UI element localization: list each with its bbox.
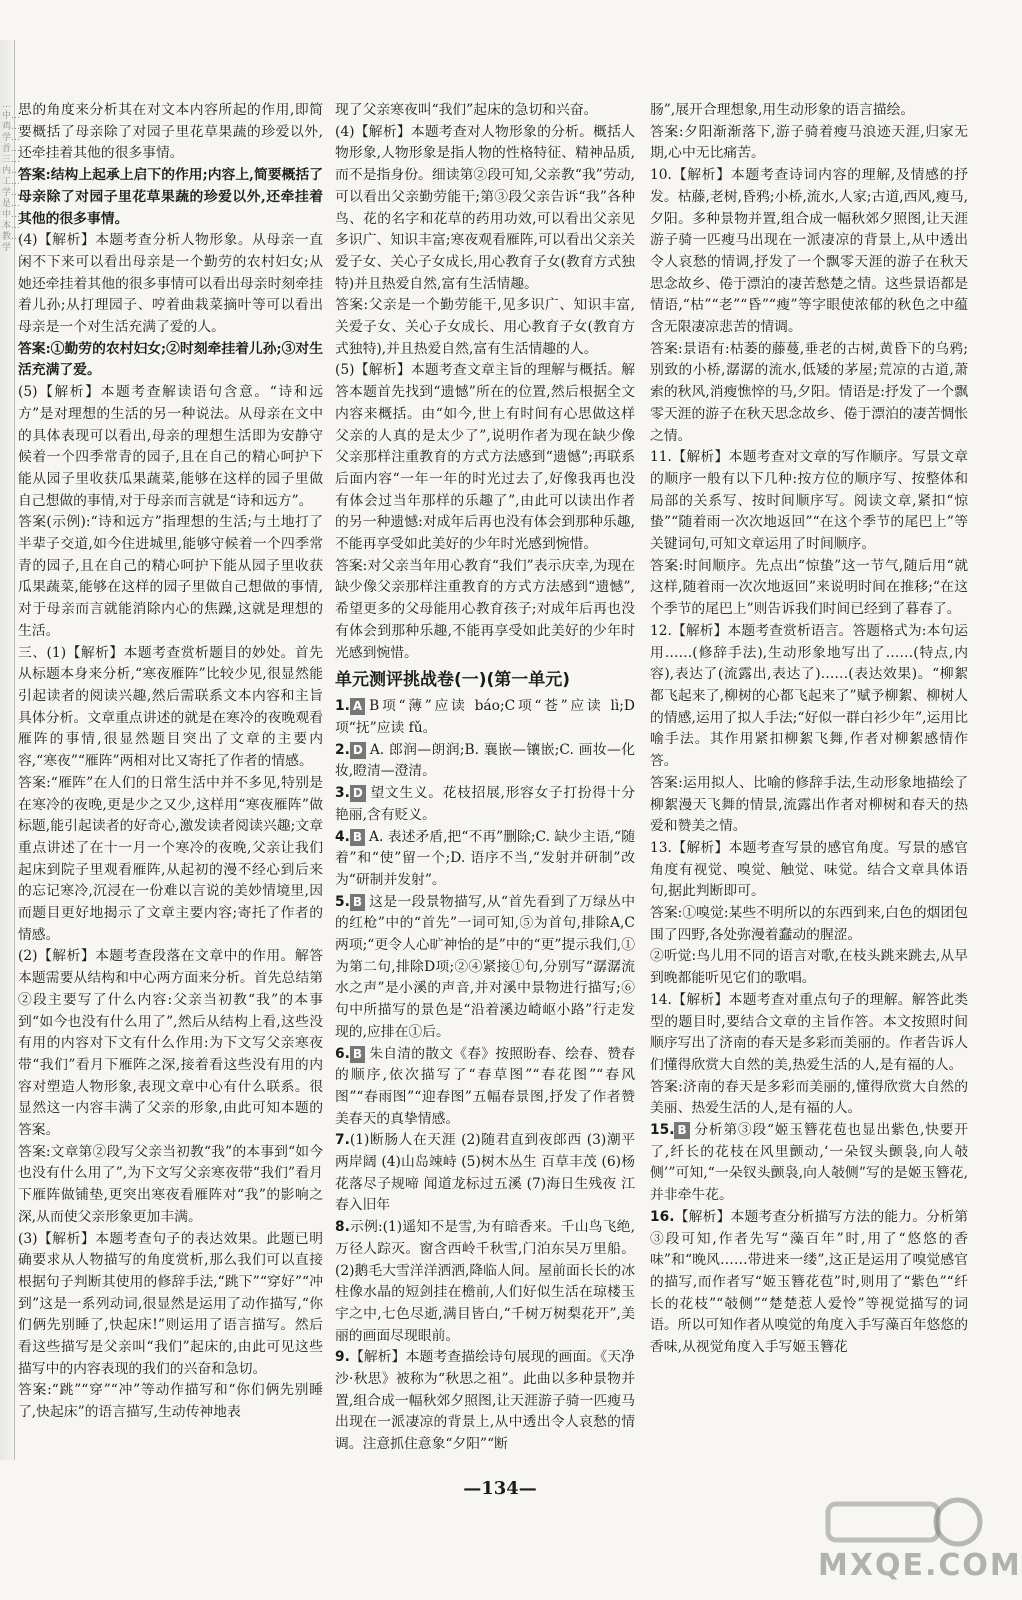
question-item (335, 783, 635, 826)
paragraph: 14.【解析】本题考查对重点句子的理解。解答此类型的题目时,要结合文章的主旨作答。本文按照时间顺序写出了济南的春天是多彩而美丽的。作者告诉人们懂得欣赏大自然的美,热爱生活的人,是有福的人。 (650, 991, 968, 1073)
question-number: 4. (335, 828, 350, 845)
answer-paragraph: ②听觉:鸟儿用不同的语言对歌,在枝头跳来跳去,从早到晚都能听见它们的歌唱。 (650, 948, 968, 987)
question-number: 8. (335, 1219, 350, 1236)
column-3 (650, 100, 968, 1460)
question-item (335, 1130, 635, 1217)
watermark-logo-icon (818, 1490, 986, 1550)
paragraph: (5)【解析】本题考查文章主旨的理解与概括。解答本题首先找到“遗憾”所在的位置,然后根据全文内容来概括。由“如今,世上有时间有心思做这样父亲的人真的是太少了”,说明作者为现在缺少像父亲那样注重教育的方式方法感到“遗憾”;再联系后面内容“一年一年的时光过去了,好像我再也没有体会过当年那样的乐趣了”,由此可以读出作者的另一种遗憾:对成年后再也没有体会到那种乐趣,不能再享受如此美好的少年时光感到惋惜。 (335, 362, 635, 553)
column-2 (335, 100, 635, 1460)
question-text: A. 郎润—朗润;B. 襄嵌—镶嵌;C. 画妆—化妆,瞪清—澄清。 (335, 741, 635, 780)
answer-paragraph: 答案:结构上起承上启下的作用;内容上,简要概括了母亲除了对园子里花草果蔬的珍爱以外,还牵挂着其他的很多事情。 (18, 167, 323, 227)
question-text: B项“薄”应读 báo;C项“苍”应读 lì;D项“抚”应读 fǔ。 (335, 698, 635, 736)
answer-paragraph: 答案:夕阳渐渐落下,游子骑着瘦马浪迹天涯,归家无期,心中无比痛苦。 (650, 123, 968, 162)
paragraph: 思的角度来分析其在对文本内容所起的作用,即简要概括了母亲除了对园子里花草果蔬的珍爱以外,还牵挂着其他的很多事情。 (18, 102, 323, 162)
answer-paragraph: 答案:①勤劳的农村妇女;②时刻牵挂着儿孙;③对生活充满了爱。 (18, 340, 324, 379)
paragraph: (4)【解析】本题考查对人物形象的分析。概括人物形象,人物形象是指人物的性格特征、精神品质,而不是指身份。细读第②段可知,父亲教“我”劳动,可以看出父亲勤劳能干;第③段父亲告诉“我”各种鸟、花的名字和花草的药用功效,可以看出父亲见多识广、知识丰富;寒夜观看雁阵,可以看出父亲关爱子女、关心子女成长,用心教育子女(教育方式独特)并且热爱自然,富有生活情趣。 (335, 123, 635, 292)
question-text: (1)断肠人在天涯 (2)随君直到夜郎西 (3)潮平两岸阔 (4)山岛竦峙 (5)树木丛生 百草丰茂 (6)杨花落尽子规啼 闻道龙标过五溪 (7)海日生残夜 江春入旧年 (335, 1132, 635, 1214)
answer-choice-box: B (350, 829, 365, 846)
answer-paragraph: 答案:“雁阵”在人们的日常生活中并不多见,特别是在寒冷的夜晚,更是少之又少,这样用“寒夜雁阵”做标题,能引起读者的好奇心,激发读者阅读兴趣;文章重点讲述了在十一月一个寒冷的夜晚,父亲让我们起床到院子里观看雁阵,从起初的漫不经心到后来的忘记寒冷,沉浸在一份难以言说的美妙情境里,因而题目更好地揭示了文章主要内容;寄托了作者的情感。 (18, 774, 323, 943)
question-text: 朱自清的散文《春》按照盼春、绘春、赞春的顺序,依次描写了“春草图”“春花图”“春风图”“春雨图”“迎春图”五幅春景图,抒发了作者赞美春天的真挚情感。 (335, 1045, 635, 1127)
answer-choice-box: B (350, 1046, 365, 1063)
answer-choice-box: D (350, 742, 366, 759)
answer-choice-box: B (350, 894, 365, 911)
question-item (650, 1207, 968, 1359)
answer-paragraph: 答案(示例):“诗和远方”指理想的生活;与土地打了半辈子交道,如今住进城里,能够守候着一个四季常青的园子,且在自己的精心呵护下能从园子里收获瓜果蔬菜,能够在这样的园子里做自己想做的事情,对于母亲而言就能消除内心的焦躁,这就是理想的生活。 (18, 514, 323, 639)
answer-paragraph: 答案:景语有:枯萎的藤蔓,垂老的古树,黄昏下的乌鸦;别致的小桥,潺潺的流水,低矮的茅屋;荒凉的古道,萧索的秋风,消瘦憔悴的马,夕阳。情语是:抒发了一个飘零天涯的游子在秋天思念故乡、倦于漂泊的凄苦惆怅之情。 (650, 340, 968, 444)
question-text: 分析第③段“姬玉簪花苞也显出紫色,快要开了,纤长的花枝在风里颤动,‘一朵钗头颤袅,向人攲侧’”可知,“一朵钗头颤袅,向人攲侧”写的是姬玉簪花,并非牵牛花。 (650, 1122, 968, 1204)
question-item (335, 892, 635, 1044)
question-text: 【解析】本题考查分析描写方法的能力。分析第③段可知,作者先写“藻百年”时,用了“悠悠的香味”和“晚风……带进来一缕”,这正是运用了嗅觉感官的描写,而作者写“姬玉簪花苞”时,则用了“紫色”“纤长的花枝”“攲侧”“楚楚惹人爱怜”等视觉描写的词语。所以可知作者从嗅觉的角度入手写藻百年悠悠的香味,从视觉角度入手写姬玉簪花 (650, 1208, 968, 1356)
unit-title: 单元测评挑战卷(一)(第一单元) (335, 670, 571, 691)
answer-paragraph: 答案:文章第②段写父亲当初教“我”的本事到“如今也没有什么用了”,为下文写父亲寒夜带“我们”看月下雁阵做铺垫,更突出寒夜看雁阵对“我”的影响之深,从而使父亲形象更加丰满。 (18, 1143, 323, 1225)
paragraph: 12.【解析】本题考查赏析语言。答题格式为:本句运用……(修辞手法),生动形象地写出了……(特点,内容),表达了(流露出,表达了)……(表达效果)。“柳絮都飞起来了,柳树的心都飞起来了”赋予柳絮、柳树人的情感,运用了拟人手法;“好似一群白衫少年”,运用比喻手法。其作用紧扣柳絮飞舞,作者对柳絮感情作答。 (650, 622, 968, 770)
question-number: 2. (335, 741, 350, 758)
answer-choice-box: B (674, 1122, 689, 1139)
question-text: 望文生义。花枝招展,形容女子打扮得十分艳丽,含有贬义。 (335, 785, 635, 823)
paragraph: (2)【解析】本题考查段落在文章中的作用。解答本题需要从结构和中心两方面来分析。首先总结第②段主要写了什么内容:父亲当初教“我”的本事到“如今也没有什么用了”,然后从结构上看,这些没有用的内容对下文有什么作用:为下文写父亲寒夜带“我们”看月下雁阵之深,接着看这些没有用的内容对塑造人物形象,表现文章中心有什么联系。很显然这一内容丰满了父亲的形象,由此可知本题的答案。 (18, 948, 323, 1139)
question-number: 9. (335, 1349, 350, 1366)
answer-paragraph: 答案:运用拟人、比喻的修辞手法,生动形象地描绘了柳絮漫天飞舞的情景,流露出作者对柳树和春天的热爱和赞美之情。 (650, 774, 968, 835)
paragraph: (3)【解析】本题考查句子的表达效果。此题已明确要求从人物描写的角度赏析,那么我们可以直接根据句子判断其使用的修辞手法,“跳下”“穿好”“冲到”这是一系列动词,很显然是运用了动作描写,“你们俩先别睡了,快起床!”则运用了语言描写。然后看这些描写是父亲叫“我们”起床的,由此可见这些描写中的内容表现的我们的兴奋和急切。 (18, 1230, 323, 1377)
question-text: A. 表述矛盾,把“不再”删除;C. 缺少主语,“随着”和“使”留一个;D. 语序不当,“发射并研制”改为“研制并发射”。 (335, 828, 635, 888)
question-text: 这是一段景物描写,从“首先看到了万绿丛中的红枪”中的“首先”一词可知,⑤为首句,排除A,C两项;“更令人心旷神怡的是”中的“更”提示我们,①为第二句,排除D项;②④紧接①句,分别写“潺潺流水之声”是小溪的声音,并对溪中景物进行描写;⑥句中所描写的景色是“沿着溪边崎岖小路”行走发现的,应排在①后。 (335, 893, 635, 1040)
binding-strip (0, 40, 21, 1460)
question-text: 示例:(1)遥知不是雪,为有暗香来。千山鸟飞绝,万径人踪灭。窗含西岭千秋雪,门泊东吴万里船。(2)鹅毛大雪洋洋洒洒,降临人间。屋前面长长的冰柱像水晶的短剑挂在檐前,人们好似生活在琼楼玉宇之中,七色尽逝,满目皆白,“千树万树梨花开”,美丽的画面尽现眼前。 (335, 1219, 635, 1344)
answer-choice-box: D (350, 785, 366, 802)
paragraph: 13.【解析】本题考查写景的感官角度。写景的感官角度有视觉、嗅觉、触觉、味觉。结合文章具体语句,据此判断即可。 (650, 839, 968, 900)
question-number: 3. (335, 785, 350, 802)
binding-text: …中…鸡…学…首…三…内…工…学…是…中…本…教…学 (2, 100, 21, 253)
paragraph: 三、(1)【解析】本题考查赏析题目的妙处。首先从标题本身来分析,“寒夜雁阵”比较少见,很显然能引起读者的阅读兴趣,然后需联系文本内容和主旨具体分析。文章重点讲述的就是在寒冷的夜晚观看雁阵的事情,很显然题目突出了文章的主要内容,“寒夜”“雁阵”两相对比又寄托了作者的情感。 (18, 644, 323, 770)
paragraph: (5)【解析】本题考查解读语句含意。“诗和远方”是对理想的生活的另一种说法。从母亲在文中的具体表现可以看出,母亲的理想生活即为安静守候着一个四季常青的园子,且在自己的精心呵护下能从园子里收获瓜果蔬菜,能够在这样的园子里做自己想做的事情,对于母亲而言就是“诗和远方”。 (18, 384, 323, 509)
question-item (335, 1217, 635, 1347)
question-number: 1. (335, 698, 350, 715)
paragraph: 11.【解析】本题考查对文章的写作顺序。写景文章的顺序一般有以下几种:按方位的顺序写、按整体和局部的关系写、按时间顺序写。阅读文章,紧扣“惊蛰”“随着雨一次次地返回”“在这个季节的尾巴上”等关键词句,可知文章运用了时间顺序。 (650, 449, 968, 553)
question-text: 【解析】本题考查描绘诗句展现的画面。《天净沙·秋思》被称为“秋思之祖”。此曲以多种景物并置,组合成一幅秋郊夕照图,让天涯游子骑一匹瘦马出现在一派凄凉的背景上,从中透出令人哀愁的情调。注意抓住意象“夕阳”“断 (335, 1349, 635, 1453)
question-list (650, 1120, 968, 1359)
answer-paragraph: 答案:对父亲当年用心教育“我们”表示庆幸,为现在缺少像父亲那样注重教育的方式方法感到“遗憾”,希望更多的父母能用心教育孩子;对成年后再也没有体会到那种乐趣,不能再享受如此美好的少年时光感到惋惜。 (335, 557, 635, 661)
question-number: 16. (650, 1208, 675, 1225)
watermark-text: MXQE.COM (818, 1548, 1022, 1583)
question-number: 6. (335, 1045, 350, 1062)
answer-paragraph: 答案:父亲是一个勤劳能干,见多识广、知识丰富,关爱子女、关心子女成长、用心教育子女(教育方式独特),并且热爱自然,富有生活情趣的人。 (335, 297, 635, 357)
answer-paragraph: 答案:“跳”“穿”“冲”等动作描写和“你们俩先别睡了,快起床”的语言描写,生动传神地表 (18, 1382, 323, 1421)
question-item (335, 740, 635, 783)
answer-paragraph: 答案:①嗅觉:某些不明所以的东西到来,白色的烟团包围了四野,各处弥漫着蠢动的腥涩。 (650, 905, 968, 943)
question-number: 7. (335, 1132, 350, 1149)
question-item (335, 827, 635, 892)
answer-paragraph: 答案:时间顺序。先点出“惊蛰”这一节气,随后用“就这样,随着雨一次次地返回”来说明时间在推移;“在这个季节的尾巴上”则告诉我们时间已经到了暮春了。 (650, 557, 968, 618)
column-1 (18, 100, 323, 1460)
page-number: —134— (463, 1478, 537, 1499)
answer-choice-box: A (350, 698, 365, 715)
question-item (335, 1347, 635, 1456)
question-item (335, 1044, 635, 1131)
paragraph: 10.【解析】本题考查诗词内容的理解,及情感的抒发。枯藤,老树,昏鸦;小桥,流水,人家;古道,西风,瘦马,夕阳。多种景物并置,组合成一幅秋郊夕照图,让天涯游子骑一匹瘦马出现在一派凄凉的背景上,从中透出令人哀愁的情调,抒发了一个飘零天涯的游子在秋天思念故乡、倦于漂泊的凄苦愁楚之情。这些景语都是情语,“枯”“老”“昏”“瘦”等字眼使浓郁的秋色之中蕴含无限凄凉悲苦的情调。 (650, 167, 968, 336)
question-item (650, 1120, 968, 1207)
paragraph: 肠”,展开合理想象,用生动形象的语言描绘。 (650, 102, 915, 118)
paragraph: 现了父亲寒夜叫“我们”起床的急切和兴奋。 (335, 102, 598, 118)
question-number: 5. (335, 893, 350, 910)
watermark (818, 1490, 1022, 1590)
question-list (335, 696, 635, 1456)
answer-paragraph: 答案:济南的春天是多彩而美丽的,懂得欣赏大自然的美丽、热爱生活的人,是有福的人。 (650, 1078, 968, 1117)
question-number: 15. (650, 1122, 675, 1139)
paragraph: (4)【解析】本题考查分析人物形象。从母亲一直闲不下来可以看出母亲是一个勤劳的农村妇女;从她还牵挂着其他的很多事情可以看出母亲时刻牵挂着儿孙;从打理园子、哼着曲栽菜摘叶等可以看出母亲是一个对生活充满了爱的人。 (18, 232, 323, 336)
question-item (335, 696, 635, 739)
